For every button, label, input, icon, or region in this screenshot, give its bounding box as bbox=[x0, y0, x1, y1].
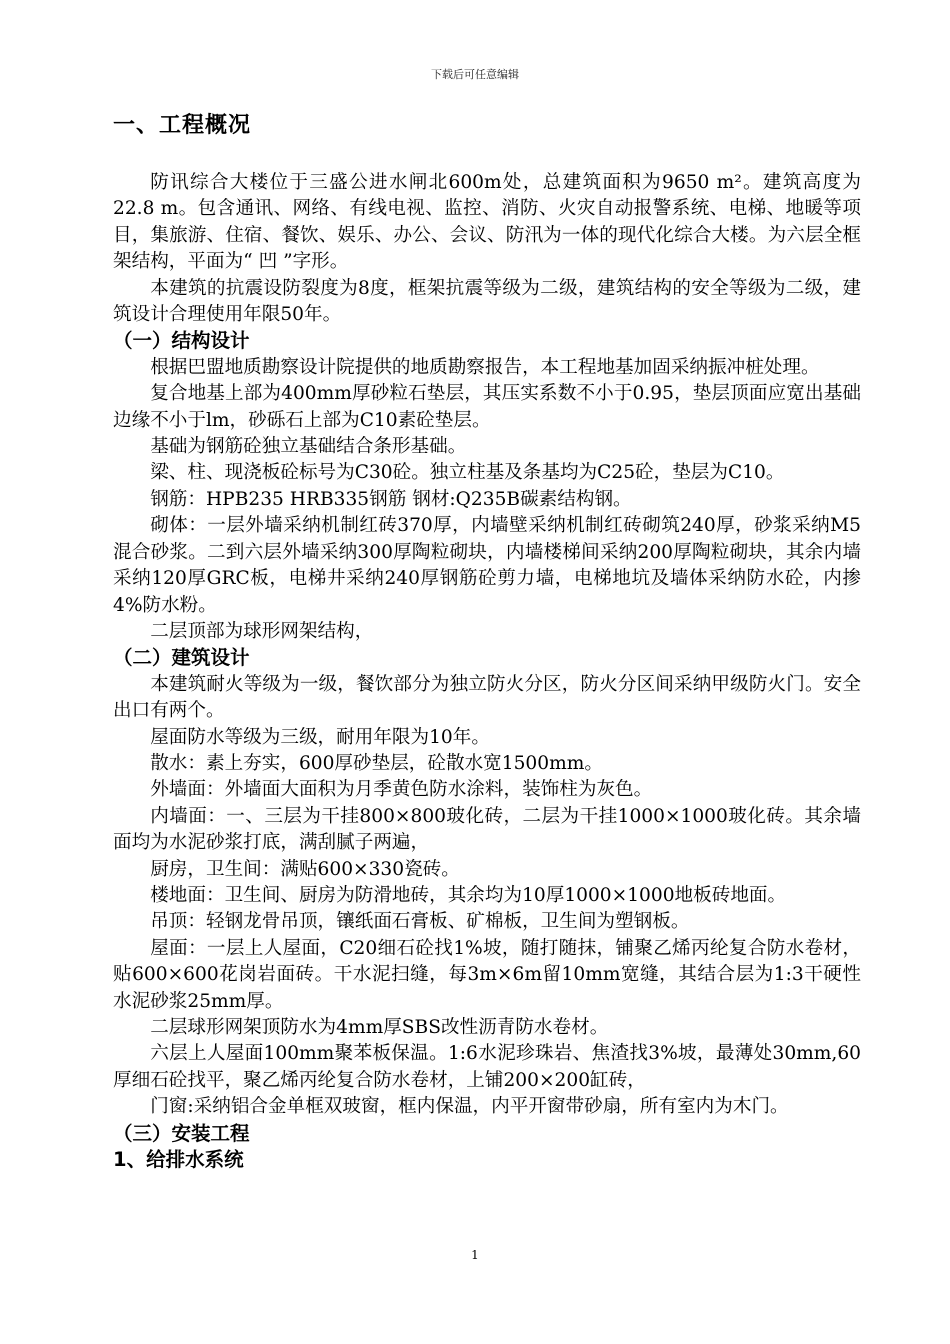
paragraph: 砌体：一层外墙采纳机制红砖370厚，内墙壁采纳机制红砖砌筑240厚，砂浆采纳M5混合砂浆。二到六层外墙采纳300厚陶粒砌块，内墙楼梯间采纳200厚陶粒砌块，其余内墙采纳120厚GRC板，电梯井采纳240厚钢筋砼剪力墙，电梯地坑及墙体采纳防水砼，内掺4%防水粉。 bbox=[113, 515, 861, 616]
subsubsection-title: 1、给排水系统 bbox=[113, 1148, 244, 1172]
paragraph: 吊顶：轻钢龙骨吊顶，镶纸面石膏板、矿棉板，卫生间为塑钢板。 bbox=[150, 911, 690, 933]
subsection-title: （一）结构设计 bbox=[113, 329, 250, 353]
paragraph: 本建筑耐火等级为一级，餐饮部分为独立防火分区，防火分区间采纳甲级防火门。安全出口有两个。 bbox=[113, 673, 861, 722]
paragraph: 钢筋：HPB235 HRB335钢筋 钢材:Q235B碳素结构钢。 bbox=[150, 488, 632, 510]
page-number: 1 bbox=[471, 1248, 479, 1262]
paragraph: 六层上人屋面100mm聚苯板保温。1:6水泥珍珠岩、焦渣找3%坡，最薄处30mm,60厚细石砼找平，聚乙烯丙纶复合防水卷材，上铺200×200缸砖， bbox=[113, 1043, 861, 1091]
paragraph: 根据巴盟地质勘察设计院提供的地质勘察报告，本工程地基加固采纳振冲桩处理。 bbox=[150, 356, 820, 378]
paragraph: 屋面：一层上人屋面，C20细石砼找1%坡，随打随抹，铺聚乙烯丙纶复合防水卷材，贴600×600花岗岩面砖。干水泥扫缝，每3m×6m留10mm宽缝，其结合层为1:3干硬性水泥砂浆25mm厚。 bbox=[113, 937, 861, 1012]
paragraph: 厨房，卫生间：满贴600×330瓷砖。 bbox=[150, 858, 460, 880]
subsection-title: （二）建筑设计 bbox=[113, 646, 250, 670]
paragraph: 散水：素上夯实，600厚砂垫层，砼散水宽1500mm。 bbox=[150, 752, 603, 774]
paragraph: 屋面防水等级为三级，耐用年限为10年。 bbox=[150, 726, 490, 748]
section-title: 一、工程概况 bbox=[113, 113, 252, 138]
paragraph: 楼地面：卫生间、厨房为防滑地砖，其余均为10厚1000×1000地板砖地面。 bbox=[150, 884, 787, 906]
page-header: 下载后可任意编辑 bbox=[431, 68, 519, 81]
paragraph: 二层顶部为球形网架结构， bbox=[150, 620, 374, 642]
paragraph: 防讯综合大楼位于三盛公进水闸北600m处，总建筑面积为9650 m²。建筑高度为22.8 m。包含通讯、网络、有线电视、监控、消防、火灾自动报警系统、电梯、地暖等项目，集旅游、住宿、餐饮、娱乐、办公、会议、防汛为一体的现代化综合大楼。为六层全框架结构，平面为“ 凹 ”字形。 bbox=[113, 172, 861, 273]
subsection-title: （三）安装工程 bbox=[113, 1121, 250, 1145]
paragraph: 内墙面：一、三层为干挂800×800玻化砖，二层为干挂1000×1000玻化砖。其余墙面均为水泥砂浆打底，满刮腻子两遍， bbox=[113, 805, 861, 854]
paragraph: 基础为钢筋砼独立基础结合条形基础。 bbox=[150, 436, 467, 458]
paragraph: 外墙面：外墙面大面积为月季黄色防水涂料，装饰柱为灰色。 bbox=[150, 779, 653, 801]
paragraph: 门窗:采纳铝合金单框双玻窗，框内保温，内平开窗带砂扇，所有室内为木门。 bbox=[150, 1096, 789, 1118]
document-body bbox=[113, 170, 861, 1173]
paragraph: 本建筑的抗震设防裂度为8度，框架抗震等级为二级，建筑结构的安全等级为二级，建筑设计合理使用年限50年。 bbox=[113, 277, 861, 326]
paragraph: 复合地基上部为400mm厚砂粒石垫层，其压实系数不小于0.95，垫层顶面应宽出基础边缘不小于lm，砂砾石上部为C10素砼垫层。 bbox=[113, 383, 861, 431]
paragraph: 梁、柱、现浇板砼标号为C30砼。独立柱基及条基均为C25砼，垫层为C10。 bbox=[150, 462, 785, 484]
paragraph: 二层球形网架顶防水为4mm厚SBS改性沥青防水卷材。 bbox=[150, 1017, 609, 1038]
